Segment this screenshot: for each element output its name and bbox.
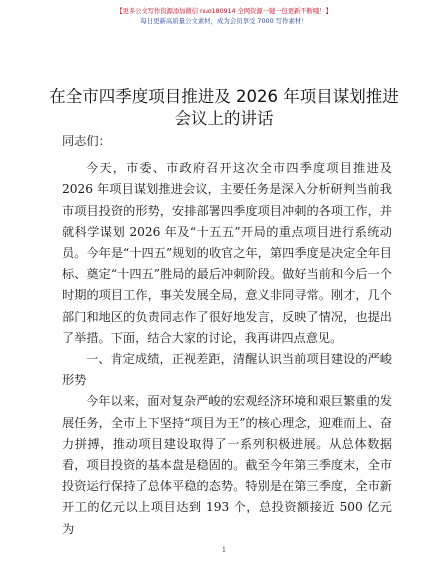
document-title — [30, 86, 418, 130]
salutation: 同志们： — [62, 134, 111, 148]
page-number: 1 — [221, 546, 227, 554]
document-title-line-2: 会议上的讲话 — [174, 109, 274, 128]
promo-banner-line-2: 每日更新高质量公文素材，成为会员享受 7000 写作素材！ — [140, 17, 308, 25]
paragraph-section-1: 今年以来，面对复杂严峻的宏观经济环境和艰巨繁重的发展任务，全市上下坚持“项目为王”的核心理念，迎难而上、奋力拼搏，推动项目建设取得了一系列积极进展。从总体数据看，项目投资的基本盘是稳固的。截至今年第三季度末，全市投资运行保持了总体平稳的态势。特别是在第三季度，全市新开工的亿元以上项目达到 193 个，总投资额接近 500 亿元为 — [62, 394, 392, 536]
document-body — [62, 131, 392, 540]
document-title-line-1: 在全市四季度项目推进及 2026 年项目谋划推进 — [49, 87, 399, 106]
paragraph-intro: 今天，市委、市政府召开这次全市四季度项目推进及 2026 年项目谋划推进会议，主要任务是深入分析研判当前我市项目投资的形势，安排部署四季度项目冲刺的各项工作，并就科学谋划 2026 年及“十五五”开局的重点项目进行系统动员。今年是“十四五”规划的收官之年，第四季度是决定全年目标、奠定“十四五”胜局的最后冲刺阶段。做好当前和今后一个时期的项目工作，事关发展全局，意义非同寻常。刚才，几个部门和地区的负责同志作了很好地发言，反映了情况，也提出了举措。下面，结合大家的讨论，我再讲四点意见。 — [62, 161, 392, 345]
promo-banner-line-1: 【更多公文写作资源添加微信 nuo180914 全网资源一键一包更新不断哦！】 — [116, 7, 332, 15]
promo-banner — [0, 6, 448, 26]
section-heading-1: 一、肯定成绩，正视差距，清醒认识当前项目建设的严峻形势 — [62, 352, 392, 388]
